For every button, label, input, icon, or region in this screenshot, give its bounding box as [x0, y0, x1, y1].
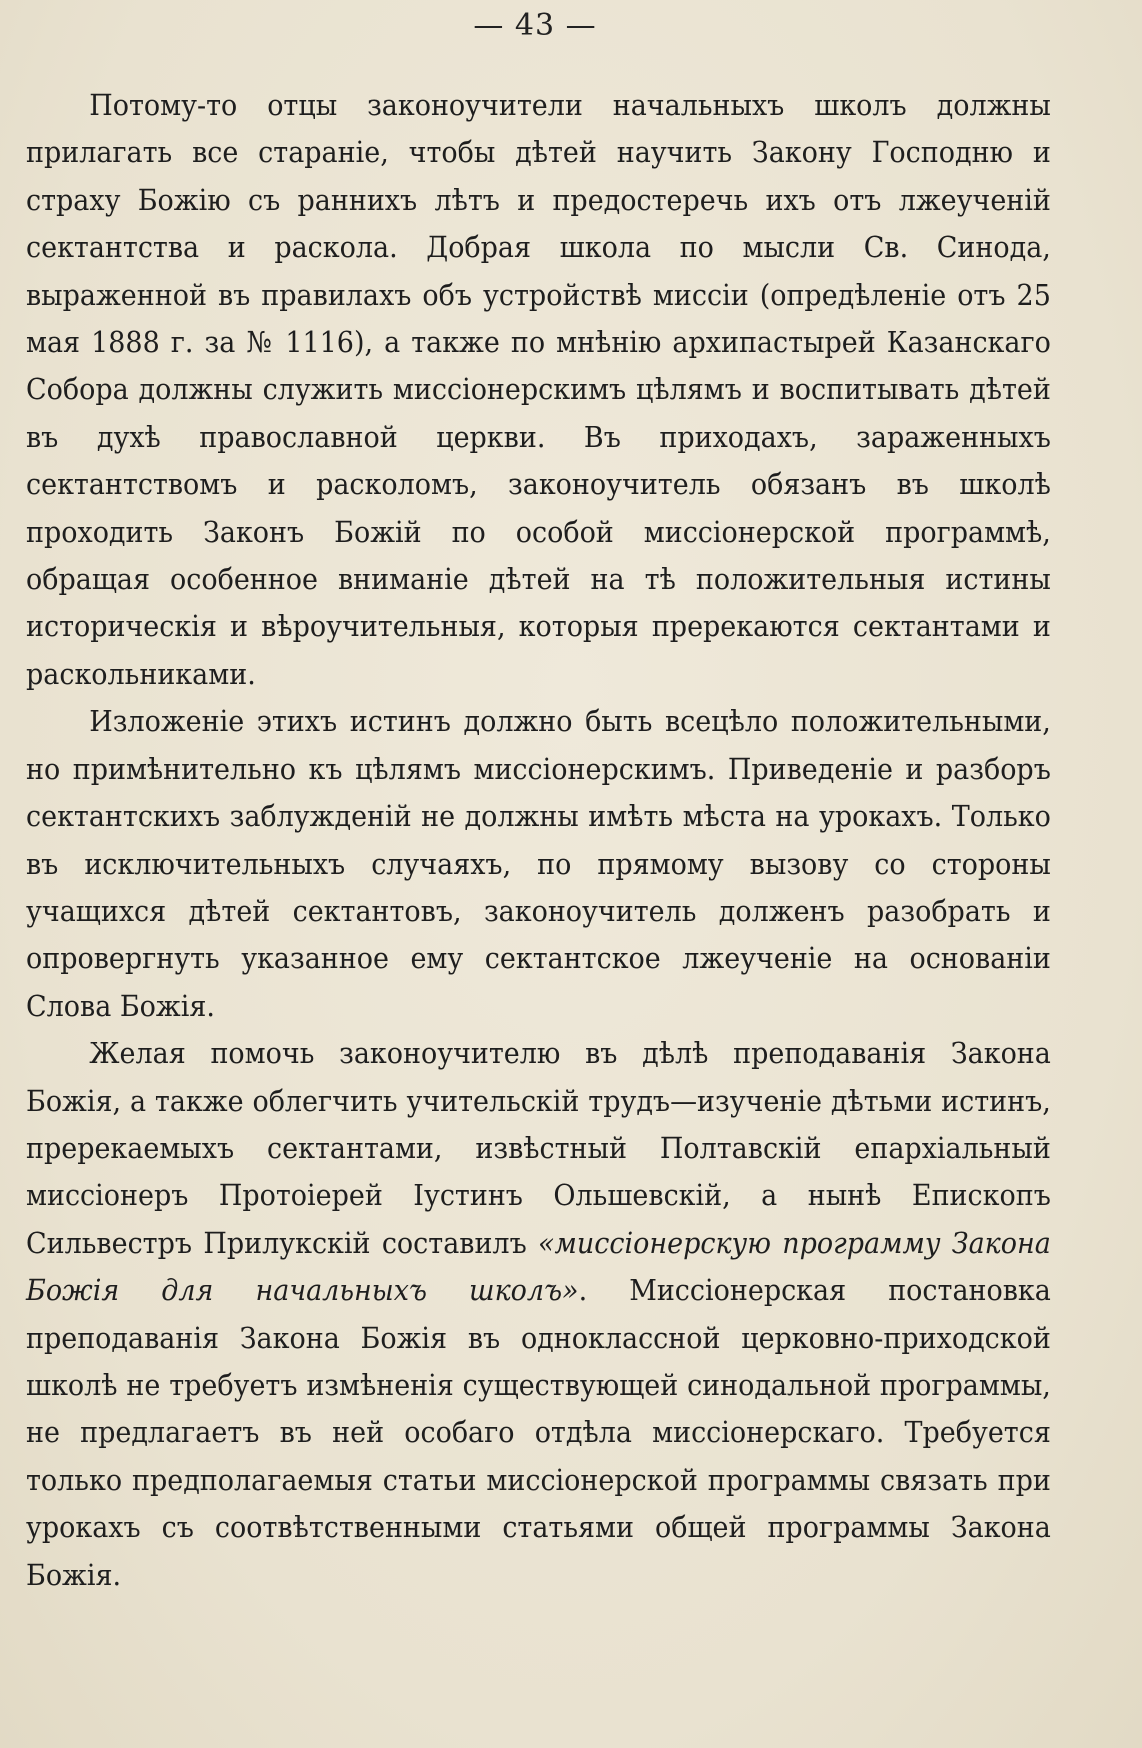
paragraph-1: Потому-то отцы законоучители начальныхъ школъ должны прилагать все стараніе, чтобы дѣтей научить Закону Господню и страху Божію съ раннихъ лѣтъ и предостеречь ихъ отъ лжеученій сектантства и раскола. Добрая школа по мысли Св. Синода, выраженной въ правилахъ объ устройствѣ миссіи (опредѣленіе отъ 25 мая 1888 г. за № 1116), а также по мнѣнію архипастырей Казанскаго Собора должны служить миссіонерскимъ цѣлямъ и воспитывать дѣтей въ духѣ православной церкви. Въ приходахъ, зараженныхъ сектантствомъ и расколомъ, законоучитель обязанъ въ школѣ проходить Законъ Божій по особой миссіонерской программѣ, обращая особенное вниманіе дѣтей на тѣ положительныя истины историческія и вѣроучительныя, которыя пререкаются сектантами и раскольниками.: [26, 88, 1051, 691]
program-title-italic: «миссіонерскую программу Закона Божія для начальныхъ школъ»: [26, 1225, 1051, 1308]
paragraph-3-end: . Миссіонерская постановка преподаванія Закона Божія въ одноклассной церковно-приходской школѣ не требуетъ измѣненія существующей синодальной программы, не предлагаетъ въ ней особаго отдѣла миссіонерскаго. Требуется только предполагаемыя статьи миссіонерской программы связать при урокахъ съ соотвѣтственными статьями общей программы Закона Божія.: [26, 1273, 1051, 1592]
page-number: — 43 —: [473, 8, 597, 43]
paragraph-3: [26, 1030, 1051, 1599]
paragraph-3-start: Желая помочь законоучителю въ дѣлѣ преподаванія Закона Божія, а также облегчить учительскій трудъ—изученіе дѣтьми истинъ, пререкаемыхъ сектантами, извѣстный Полтавскій епархіальный миссіонеръ Протоіерей Іустинъ Ольшевскій, а нынѣ Епископъ Сильвестръ Прилукскій составилъ: [26, 1036, 1051, 1260]
body-text: [26, 82, 1051, 1599]
paragraph-2: Изложеніе этихъ истинъ должно быть всецѣло положительными, но примѣнительно къ цѣлямъ миссіонерскимъ. Приведеніе и разборъ сектантскихъ заблужденій не должны имѣть мѣста на урокахъ. Только въ исключительныхъ случаяхъ, по прямому вызову со стороны учащихся дѣтей сектантовъ, законоучитель долженъ разобрать и опровергнуть указанное ему сектантское лжеученіе на основаніи Слова Божія.: [26, 704, 1051, 1023]
